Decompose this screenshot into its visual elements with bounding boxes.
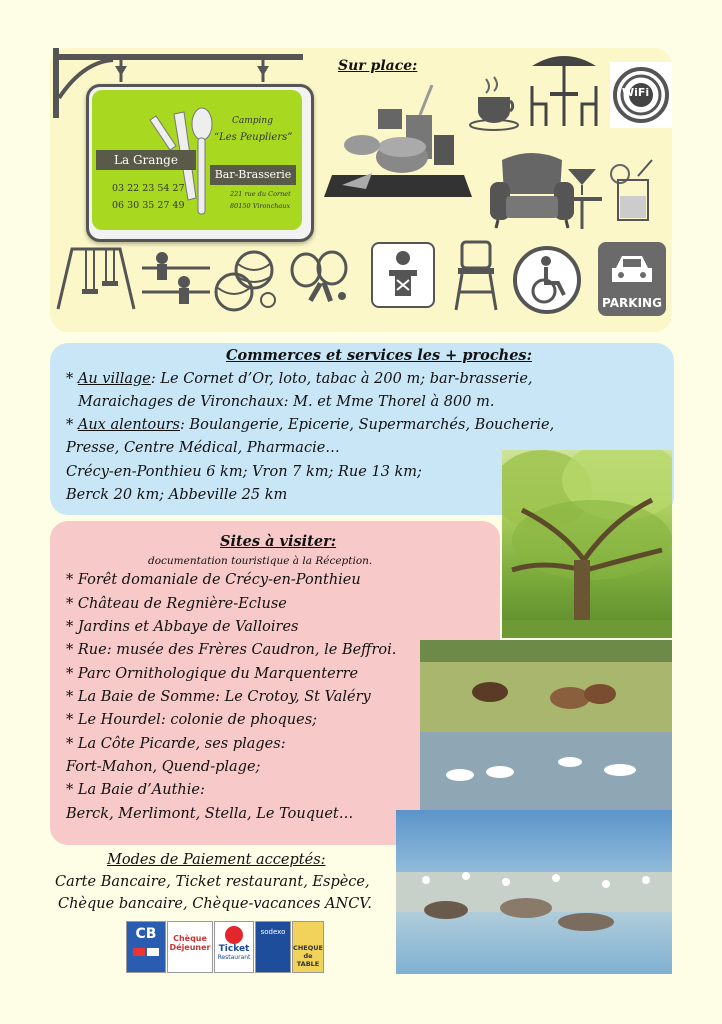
sign-phone-2: 06 30 35 27 49 [112, 200, 185, 211]
car-icon [610, 252, 654, 288]
cocktail-table-icon [560, 165, 604, 231]
sodexo-logo [255, 921, 291, 973]
site-item [66, 666, 358, 682]
wheelchair-access-icon [512, 245, 582, 315]
ticket-restaurant-logo [214, 921, 254, 973]
site-item [66, 596, 287, 612]
ticket-dot-icon [225, 926, 243, 944]
site-bullet: * [66, 572, 74, 588]
sign-les-peupliers: “Les Peupliers” [214, 132, 293, 143]
payment-title: Modes de Paiement acceptés: [107, 852, 326, 868]
site-item [66, 806, 353, 822]
site-item-text: Forêt domaniale de Crécy-en-Ponthieu [77, 572, 361, 588]
site-bullet: * [66, 619, 74, 635]
sign-bar-brasserie: Bar-Brasserie [210, 165, 296, 185]
commerces-alentours-line: * Aux alentours: Boulangerie, Epicerie, Supermarchés, Boucherie, [66, 417, 555, 433]
seals-photo [396, 810, 672, 974]
coffee-cup-icon [468, 75, 524, 131]
site-item-text: La Côte Picarde, ses plages: [77, 736, 286, 752]
sites-subtitle: documentation touristique à la Réception. [148, 555, 373, 567]
petanque-balls-icon [214, 250, 280, 312]
commerces-village-line: * Au village: Le Cornet d’Or, loto, tabac à 200 m; bar-brasserie, [66, 371, 533, 387]
sign-phone-1: 03 22 23 54 27 [112, 183, 185, 194]
distances-line-1: Crécy-en-Ponthieu 6 km; Vron 7 km; Rue 13 km; [66, 464, 422, 480]
parking-label: PARKING [602, 296, 662, 310]
site-bullet: * [66, 642, 74, 658]
sites-title: Sites à visiter: [220, 533, 337, 550]
cheque-dejeuner-logo [167, 921, 213, 973]
sign-address-1: 221 rue du Cornet [230, 190, 291, 198]
juice-glass-icon [608, 158, 660, 224]
cheque-dejeuner-text: Chèque Déjeuner [169, 934, 211, 952]
site-bullet: * [66, 689, 74, 705]
forest-tree-photo [502, 450, 672, 638]
site-item [66, 782, 205, 798]
site-item [66, 689, 371, 705]
site-bullet: * [66, 736, 74, 752]
wifi-label: WiFi [622, 86, 650, 99]
ping-pong-icon [288, 250, 350, 308]
village-text: : Le Cornet d’Or, loto, tabac à 200 m; bar-brasserie, [150, 371, 533, 387]
sur-place-heading: Sur place: [338, 58, 418, 74]
marquenterre-photo [420, 640, 672, 810]
sign-camping: Camping [232, 116, 273, 126]
site-item [66, 759, 260, 775]
site-item-text: Fort-Mahon, Quend-plage; [66, 759, 261, 775]
village-label: Au village [77, 371, 151, 387]
ticket-text: Ticket [218, 944, 250, 954]
site-item-text: Le Hourdel: colonie de phoques; [77, 712, 318, 728]
site-item [66, 712, 317, 728]
site-bullet: * [66, 782, 74, 798]
visa-icon [147, 948, 159, 956]
site-bullet: * [66, 596, 74, 612]
site-bullet: * [66, 712, 74, 728]
distances-line-2: Berck 20 km; Abbeville 25 km [66, 487, 288, 503]
cheque-table-text: CHEQUE de TABLE [293, 944, 323, 968]
site-item [66, 736, 286, 752]
site-item-text: Château de Regnière-Ecluse [77, 596, 287, 612]
table-football-icon [140, 250, 212, 312]
fast-food-tray-icon [322, 85, 474, 207]
baby-changing-icon [383, 250, 423, 300]
cb-logo [126, 921, 166, 973]
site-item-text: Jardins et Abbaye de Valloires [77, 619, 299, 635]
alentours-text: : Boulangerie, Epicerie, Supermarchés, Boucherie, [179, 417, 555, 433]
site-item [66, 642, 396, 658]
sign-la-grange: La Grange [96, 150, 196, 170]
payment-line-2: Chèque bancaire, Chèque-vacances ANCV. [58, 896, 372, 912]
site-item-text: Parc Ornithologique du Marquenterre [77, 666, 359, 682]
commerces-title: Commerces et services les + proches: [226, 347, 532, 364]
payment-line-1: Carte Bancaire, Ticket restaurant, Espèce, [55, 874, 370, 890]
cheque-table-logo [292, 921, 324, 973]
cb-logo-text: CB [135, 926, 157, 942]
terrace-umbrella-icon [528, 52, 600, 128]
site-item-text: La Baie d’Authie: [77, 782, 205, 798]
commerces-village-line-2: Maraichages de Vironchaux: M. et Mme Thorel à 800 m. [78, 394, 495, 410]
site-item-text: Berck, Merlimont, Stella, Le Touquet… [66, 806, 354, 822]
alentours-label: Aux alentours [77, 417, 180, 433]
sodexo-text: sodexo [260, 928, 286, 936]
mastercard-icon [133, 948, 145, 956]
ticket-sub-text: Restaurant [217, 954, 251, 961]
commerces-alentours-line-2: Presse, Centre Médical, Pharmacie… [66, 440, 340, 456]
high-chair-icon [452, 238, 500, 312]
site-bullet: * [66, 666, 74, 682]
site-item [66, 619, 299, 635]
site-item-text: Rue: musée des Frères Caudron, le Beffroi. [77, 642, 397, 658]
sign-address-2: 80150 Vironchaux [230, 202, 291, 210]
site-item-text: La Baie de Somme: Le Crotoy, St Valéry [77, 689, 371, 705]
swing-icon [54, 245, 138, 311]
site-item [66, 572, 361, 588]
